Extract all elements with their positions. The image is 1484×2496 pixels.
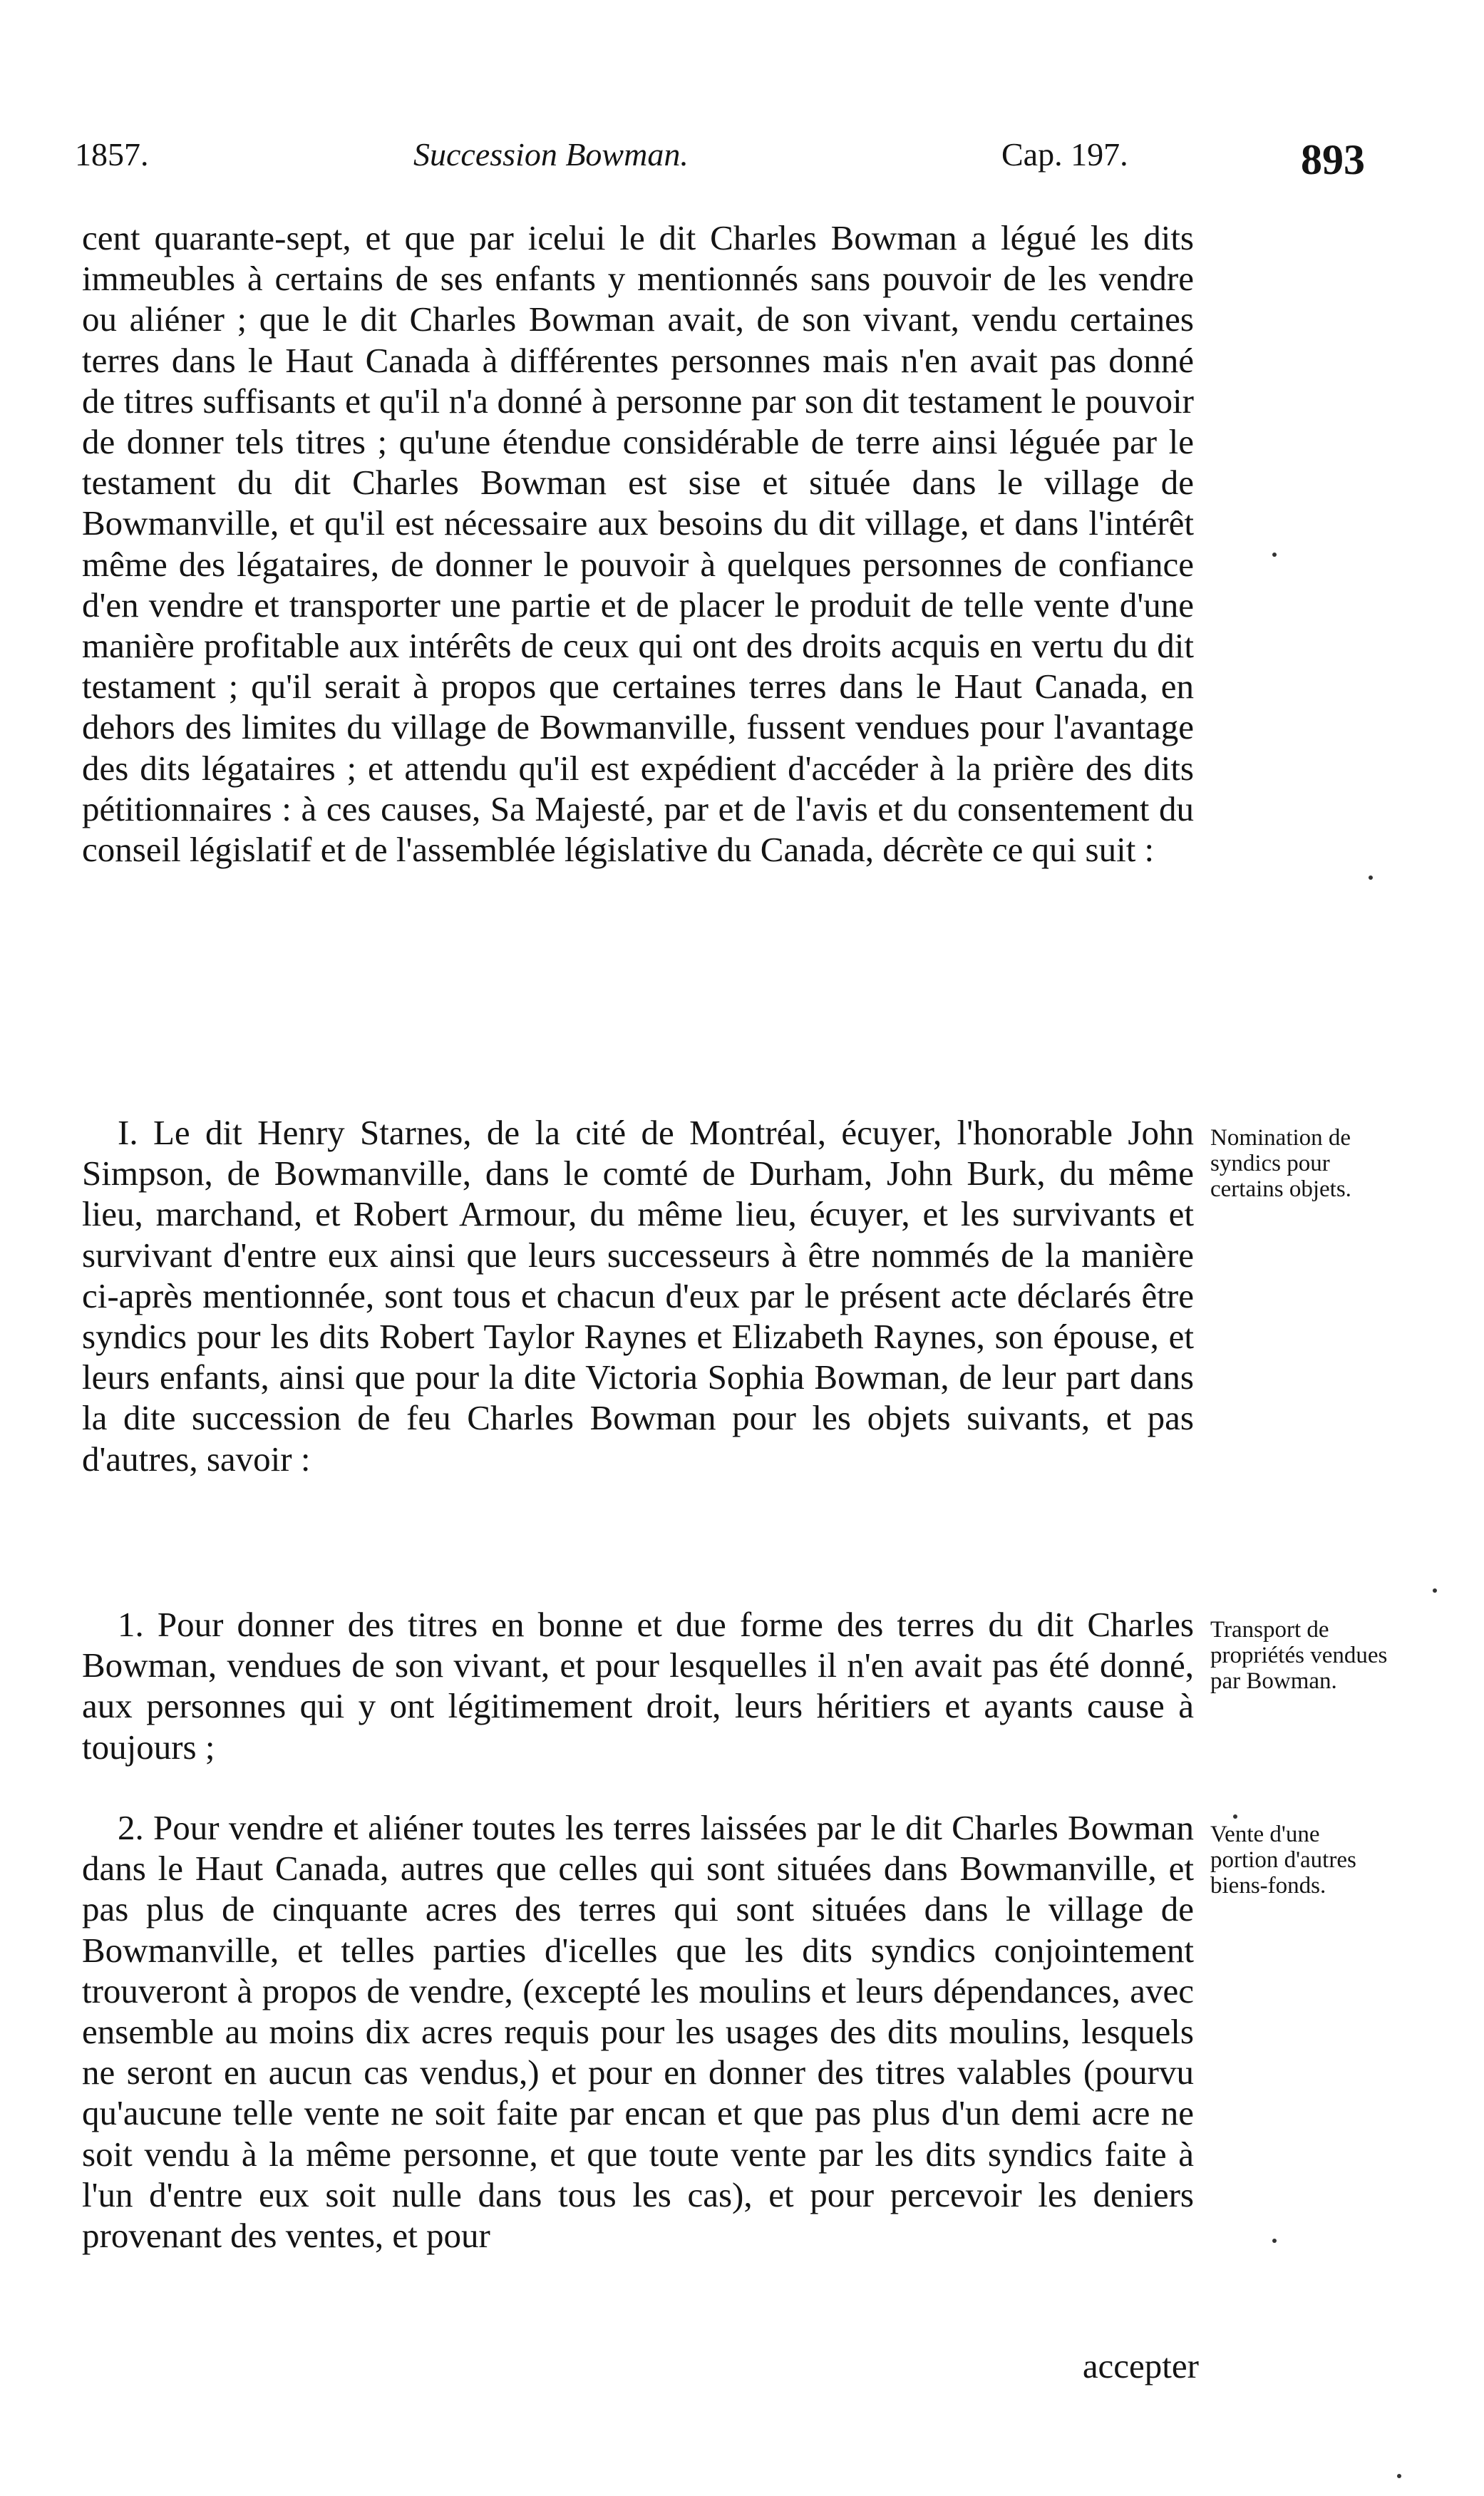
margin-note-nomination: Nomination de syndics pour certains objets.: [1210, 1125, 1351, 1202]
header-year: 1857.: [75, 136, 149, 173]
preamble-paragraph: cent quarante-sept, et que par icelui le dit Charles Bowman a légué les dits immeubles à certains de ses enfants y mentionnés sans pouvoir de les vendre ou aliéner ; que le dit Charles Bowman avait, de son vivant, vendu certaines terres dans le Haut Canada à différentes personnes mais n'en avait pas donné de titres suffisants et qu'il n'a donné à personne par son dit testament le pouvoir de donner tels titres ; qu'une étendue considérable de terre ainsi léguée par le testament du dit Charles Bowman est sise et située dans le village de Bowmanville, et qu'il est nécessaire aux besoins du dit village, et dans l'intérêt même des légataires, de donner le pouvoir à quelques personnes de confiance d'en vendre et transporter une partie et de placer le produit de telle vente d'une manière profitable aux intérêts de ceux qui ont des droits acquis en vertu du dit testament ; qu'il serait à propos que certaines terres dans le Haut Canada, en dehors des limites du village de Bowmanville, fussent vendues pour l'avantage des dits légataires ; et attendu qu'il est expédient d'accéder à la prière des dits pétitionnaires : à ces causes, Sa Majesté, par et de l'avis et du consentement du conseil législatif et de l'assemblée législative du Canada, décrète ce qui suit :: [82, 218, 1194, 870]
ink-speck: [1233, 1814, 1237, 1819]
ink-speck: [1272, 2239, 1277, 2243]
ink-speck: [1369, 875, 1373, 880]
ink-speck: [1397, 2474, 1401, 2478]
margin-note-vente: Vente d'une portion d'autres biens-fonds.: [1210, 1822, 1356, 1899]
margin-note-transport: Transport de propriétés vendues par Bowman.: [1210, 1617, 1388, 1694]
header-title: Succession Bowman.: [413, 136, 689, 173]
ink-speck: [1272, 553, 1277, 557]
clause-2-paragraph: 2. Pour vendre et aliéner toutes les terres laissées par le dit Charles Bowman dans le Haut Canada, autres que celles qui sont situées dans Bowmanville, et pas plus de cinquante acres des terres qui sont situées dans le village de Bowmanville, et telles parties d'icelles que les dits syndics conjointement trouveront à propos de vendre, (excepté les moulins et leurs dépendances, avec ensemble au moins dix acres requis pour les usages des dits moulins, lesquels ne seront en aucun cas vendus,) et pour en donner des titres valables (pourvu qu'aucune telle vente ne soit faite par encan et que pas plus d'un demi acre ne soit vendu à la même personne, et que toute vente par les dits syndics faite à l'un d'entre eux soit nulle dans tous les cas), et pour percevoir les deniers provenant des ventes, et pour: [82, 1808, 1194, 2256]
header-chapter: Cap. 197.: [1001, 136, 1128, 173]
running-header: [75, 135, 1393, 192]
catchword: accepter: [1082, 2346, 1199, 2385]
page-number: 893: [1301, 136, 1365, 183]
clause-1-paragraph: 1. Pour donner des titres en bonne et due forme des terres du dit Charles Bowman, vendues de son vivant, et pour lesquelles il n'en avait pas été donné, aux personnes qui y ont légitimement droit, leurs héritiers et ayants cause à toujours ;: [82, 1605, 1194, 1767]
section-1-paragraph: I. Le dit Henry Starnes, de la cité de Montréal, écuyer, l'honorable John Simpson, de Bowmanville, dans le comté de Durham, John Burk, du même lieu, marchand, et Robert Armour, du même lieu, écuyer, et les survivants et survivant d'entre eux ainsi que leurs successeurs à être nommés de la manière ci-après mentionnée, sont tous et chacun d'eux par le présent acte déclarés être syndics pour les dits Robert Taylor Raynes et Elizabeth Raynes, son épouse, et leurs enfants, ainsi que pour la dite Victoria Sophia Bowman, de leur part dans la dite succession de feu Charles Bowman pour les objets suivants, et pas d'autres, savoir :: [82, 1113, 1194, 1479]
ink-speck: [1433, 1588, 1437, 1593]
